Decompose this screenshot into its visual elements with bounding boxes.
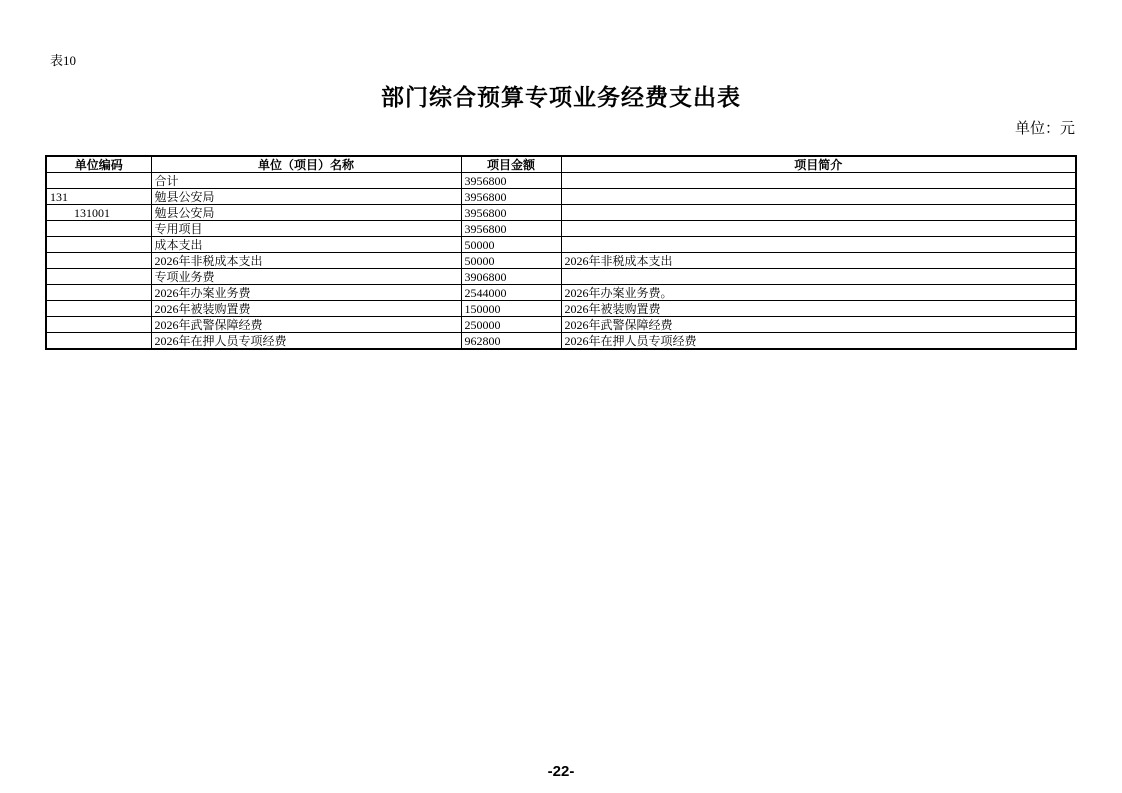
unit-name-cell: 2026年武警保障经费 — [151, 317, 461, 333]
amount-cell: 3956800 — [461, 173, 561, 189]
table-row — [46, 333, 1076, 350]
unit-name-cell: 专项业务费 — [151, 269, 461, 285]
unit-code-cell — [46, 237, 151, 253]
unit-note: 单位：元 — [1014, 121, 1075, 137]
unit-code-cell — [46, 285, 151, 301]
unit-code-cell — [46, 173, 151, 189]
table-row — [46, 269, 1076, 285]
amount-cell: 50000 — [461, 253, 561, 269]
amount-cell: 962800 — [461, 333, 561, 350]
table-row — [46, 253, 1076, 269]
unit-name-cell: 勉县公安局 — [151, 189, 461, 205]
brief-cell — [561, 173, 1076, 189]
brief-cell: 2026年武警保障经费 — [561, 317, 1076, 333]
column-header-brief: 项目简介 — [561, 156, 1076, 173]
brief-cell: 2026年非税成本支出 — [561, 253, 1076, 269]
table-header-row — [46, 156, 1076, 173]
unit-code-cell — [46, 269, 151, 285]
amount-cell: 3956800 — [461, 205, 561, 221]
amount-cell: 3956800 — [461, 189, 561, 205]
unit-code-cell — [46, 221, 151, 237]
unit-name-cell: 2026年办案业务费 — [151, 285, 461, 301]
unit-name-cell: 专用项目 — [151, 221, 461, 237]
unit-name-cell: 2026年被装购置费 — [151, 301, 461, 317]
brief-cell — [561, 221, 1076, 237]
page-number: -22- — [547, 763, 575, 780]
amount-cell: 250000 — [461, 317, 561, 333]
unit-code-cell: 131 — [46, 189, 151, 205]
amount-cell: 50000 — [461, 237, 561, 253]
amount-cell: 3906800 — [461, 269, 561, 285]
unit-name-cell: 合计 — [151, 173, 461, 189]
table-row — [46, 301, 1076, 317]
table-row — [46, 189, 1076, 205]
table-header — [46, 156, 1076, 173]
unit-name-cell: 2026年非税成本支出 — [151, 253, 461, 269]
sheet-label: 表10 — [50, 53, 77, 68]
column-header-amount: 项目金额 — [461, 156, 561, 173]
table-row — [46, 285, 1076, 301]
budget-table — [45, 155, 1077, 350]
brief-cell: 2026年在押人员专项经费 — [561, 333, 1076, 350]
table-row — [46, 237, 1076, 253]
unit-code-cell — [46, 253, 151, 269]
amount-cell: 2544000 — [461, 285, 561, 301]
unit-code-cell — [46, 301, 151, 317]
column-header-unit-name: 单位（项目）名称 — [151, 156, 461, 173]
table-row — [46, 221, 1076, 237]
unit-code-cell — [46, 317, 151, 333]
brief-cell — [561, 205, 1076, 221]
table-row — [46, 205, 1076, 221]
unit-name-cell: 2026年在押人员专项经费 — [151, 333, 461, 350]
page-title: 部门综合预算专项业务经费支出表 — [381, 85, 741, 110]
table-row — [46, 173, 1076, 189]
unit-code-cell — [46, 333, 151, 350]
unit-name-cell: 勉县公安局 — [151, 205, 461, 221]
brief-cell — [561, 237, 1076, 253]
brief-cell: 2026年办案业务费。 — [561, 285, 1076, 301]
amount-cell: 150000 — [461, 301, 561, 317]
brief-cell — [561, 189, 1076, 205]
brief-cell: 2026年被装购置费 — [561, 301, 1076, 317]
column-header-unit-code: 单位编码 — [46, 156, 151, 173]
table-row — [46, 317, 1076, 333]
amount-cell: 3956800 — [461, 221, 561, 237]
brief-cell — [561, 269, 1076, 285]
unit-name-cell: 成本支出 — [151, 237, 461, 253]
unit-code-cell: 131001 — [46, 205, 151, 221]
table-body — [46, 173, 1076, 350]
